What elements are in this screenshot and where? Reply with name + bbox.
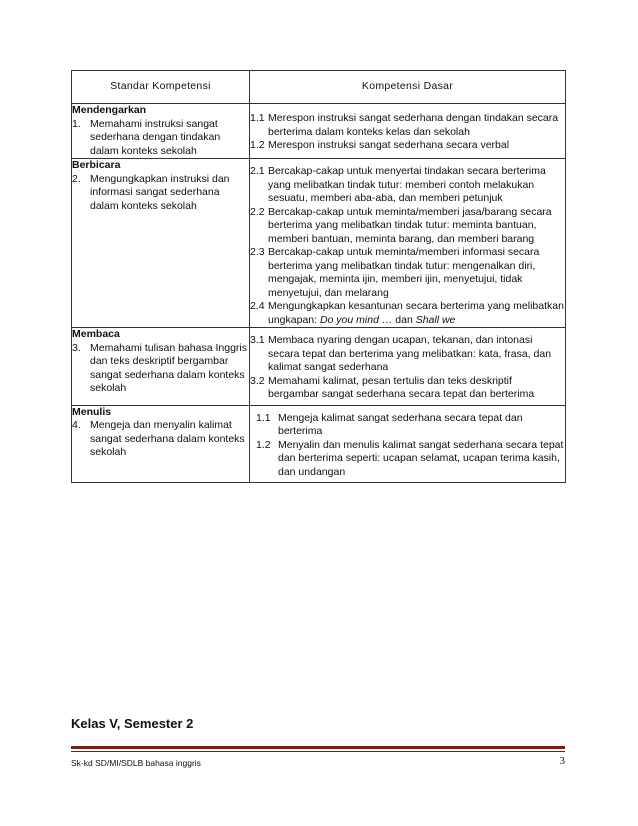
kd-item (250, 206, 565, 247)
kd-text: Bercakap-cakap untuk meminta/memberi jasa/barang secara berterima yang melibatkan tindak tutur: meminta bantuan, memberi bantuan, meminta barang, dan memberi barang (268, 205, 552, 245)
kd-number: 3.1 (250, 334, 265, 346)
kd-text: Membaca nyaring dengan ucapan, tekanan, dan intonasi secara tepat dan berterima yang melibatkan: kata, frasa, dan kalimat sangat sederhana (268, 334, 552, 373)
sk-number: 4. (72, 419, 81, 431)
kd-text: Merespon instruksi sangat sederhana secara verbal (268, 139, 510, 151)
header-standar-kompetensi: Standar Kompetensi (72, 71, 250, 104)
kd-number: 2.1 (250, 165, 265, 177)
kd-text: Bercakap-cakap untuk menyertai tindakan secara berterima yang melibatkan tindak tutur: memberi contoh melakukan sesuatu, memberi aba-aba, dan memberi petunjuk (268, 165, 546, 204)
sk-number: 2. (72, 172, 81, 185)
kd-italic-phrase: Do you mind … (319, 313, 393, 326)
sk-text: Mengeja dan menyalin kalimat sangat sederhana dalam konteks sekolah (90, 419, 245, 458)
sk-text: Memahami instruksi sangat sederhana dengan tindakan dalam konteks sekolah (90, 117, 221, 157)
footer-rule-thin (71, 751, 565, 752)
competency-table (71, 70, 566, 483)
kd-item (250, 375, 565, 402)
kd-item (250, 165, 565, 206)
page-number: 3 (559, 755, 565, 767)
kd-number: 1.2 (256, 438, 271, 451)
skill-title: Menulis (72, 405, 112, 418)
sk-number: 1. (72, 117, 81, 130)
kd-item (250, 139, 565, 153)
footer-document-name: Sk-kd SD/MI/SDLB bahasa inggris (71, 758, 201, 768)
sk-number: 3. (72, 341, 81, 354)
kd-number: 1.1 (256, 411, 271, 424)
sk-cell (72, 405, 250, 483)
kd-number: 1.2 (250, 139, 265, 151)
table-header-row (72, 71, 566, 104)
sk-text: Mengungkapkan instruksi dan informasi sangat sederhana dalam konteks sekolah (90, 172, 230, 212)
skill-title: Mendengarkan (72, 104, 147, 116)
kd-item (250, 300, 565, 327)
header-kompetensi-dasar: Kompetensi Dasar (250, 71, 566, 104)
table-row (72, 328, 566, 406)
kd-item (250, 334, 565, 375)
kd-number: 2.3 (250, 246, 265, 258)
kd-item (250, 112, 565, 139)
kd-number: 2.2 (250, 205, 265, 218)
kd-cell (250, 104, 566, 159)
sk-cell (72, 328, 250, 406)
kd-item (256, 439, 565, 480)
table-row (72, 405, 566, 483)
kd-text (268, 300, 565, 327)
kd-text: Menyalin dan menulis kalimat sangat sederhana secara tepat dan berterima seperti: ucapan selamat, ucapan terima kasih, dan undangan (278, 438, 564, 478)
skill-title: Membaca (72, 328, 120, 340)
kd-number: 2.4 (250, 300, 265, 312)
table-row (72, 159, 566, 328)
kd-cell (250, 159, 566, 328)
kd-text: Bercakap-cakap untuk meminta/memberi informasi secara berterima yang melibatkan tindak tutur: mengenalkan diri, mengajak, meminta ijin, memberi ijin, menyetujui, tidak menyetujui, dan melarang (268, 246, 540, 299)
kd-text: Mengeja kalimat sangat sederhana secara tepat dan berterima (278, 411, 523, 437)
kd-number: 1.1 (250, 112, 265, 124)
kd-text: Merespon instruksi sangat sederhana dengan tindakan secara berterima dalam konteks kelas dan sekolah (268, 112, 559, 138)
kd-text: Memahami kalimat, pesan tertulis dan teks deskriptif bergambar sangat sederhana secara tepat dan berterima (268, 374, 535, 400)
table-row (72, 104, 566, 159)
sk-text: Memahami tulisan bahasa Inggris dan teks deskriptif bergambar sangat sederhana dalam konteks sekolah (90, 341, 247, 394)
kd-cell (250, 405, 566, 483)
kd-cell (250, 328, 566, 406)
kd-text-part: Mengungkapkan kesantunan secara berterima yang melibatkan ungkapan: (268, 300, 564, 326)
section-heading: Kelas V, Semester 2 (71, 716, 194, 731)
kd-italic-phrase: Shall we (415, 313, 456, 326)
kd-text-part: dan (392, 313, 416, 326)
sk-cell (72, 159, 250, 328)
kd-item (250, 246, 565, 300)
skill-title: Berbicara (72, 159, 121, 171)
footer-rule-thick (71, 746, 565, 749)
kd-number: 3.2 (250, 374, 265, 387)
kd-item (256, 412, 565, 439)
sk-cell (72, 104, 250, 159)
